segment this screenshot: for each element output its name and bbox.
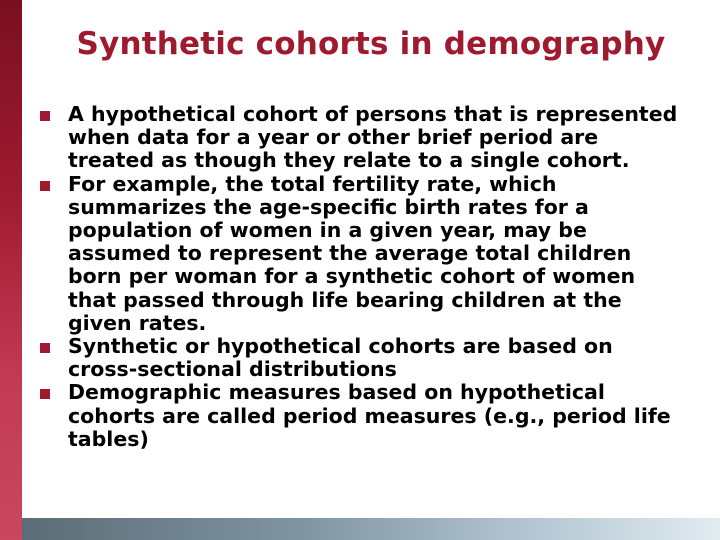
left-accent-bar xyxy=(0,0,22,540)
bullet-text: Demographic measures based on hypothetical cohorts are called period measures (e.g., period life tables) xyxy=(68,380,671,451)
slide-title: Synthetic cohorts in demography xyxy=(76,26,666,62)
bullet-item xyxy=(40,103,680,173)
bullet-text: A hypothetical cohort of persons that is represented when data for a year or other brief period are treated as though they relate to a single cohort. xyxy=(68,102,678,173)
bullet-item xyxy=(40,381,680,451)
bullet-text: For example, the total fertility rate, which summarizes the age-specific birth rates for a population of women in a given year, may be assumed to represent the average total children born per woman for a synthetic cohort of women that passed through life bearing children at the given rates. xyxy=(68,171,636,335)
square-bullet-icon xyxy=(40,181,50,191)
bottom-accent-bar xyxy=(22,518,720,540)
square-bullet-icon xyxy=(40,389,50,399)
bullet-list xyxy=(40,103,680,451)
bullet-item xyxy=(40,173,680,335)
square-bullet-icon xyxy=(40,343,50,353)
square-bullet-icon xyxy=(40,111,50,121)
bullet-text: Synthetic or hypothetical cohorts are based on cross-sectional distributions xyxy=(68,334,613,382)
bullet-item xyxy=(40,335,680,381)
